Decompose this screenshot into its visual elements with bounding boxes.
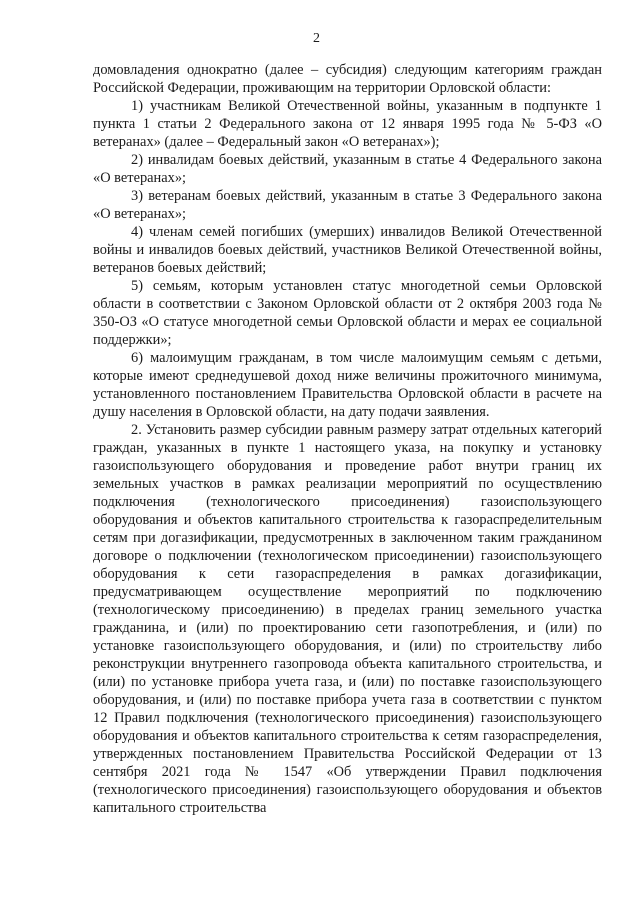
- list-item-2: 2) инвалидам боевых действий, указанным в статье 4 Федерального закона «О ветеранах»;: [93, 152, 602, 186]
- paragraph-intro: домовладения однократно (далее – субсидия) следующим категориям граждан Российской Федерации, проживающим на территории Орловской области:: [93, 62, 602, 96]
- list-item-5: 5) семьям, которым установлен статус многодетной семьи Орловской области в соответствии с Законом Орловской области от 2 октября 2003 года № 350-ОЗ «О статусе многодетной семьи Орловской области и мерах ее социальной поддержки»;: [93, 278, 602, 348]
- list-item-6: 6) малоимущим гражданам, в том числе малоимущим семьям с детьми, которые имеют среднедушевой доход ниже величины прожиточного минимума, установленного постановлением Правительства Орловской области в расчете на душу населения в Орловской области, на дату подачи заявления.: [93, 350, 602, 420]
- page-number: 2: [313, 31, 320, 46]
- list-item-4: 4) членам семей погибших (умерших) инвалидов Великой Отечественной войны и инвалидов боевых действий, участников Великой Отечественной войны, ветеранов боевых действий;: [93, 224, 602, 276]
- document-body: [93, 61, 602, 817]
- list-item-3: 3) ветеранам боевых действий, указанным в статье 3 Федерального закона «О ветеранах»;: [93, 188, 602, 222]
- list-item-1: 1) участникам Великой Отечественной войны, указанным в подпункте 1 пункта 1 статьи 2 Федерального закона от 12 января 1995 года № 5-ФЗ «О ветеранах» (далее – Федеральный закон «О ветеранах»);: [93, 98, 602, 150]
- paragraph-point-2: 2. Установить размер субсидии равным размеру затрат отдельных категорий граждан, указанных в пункте 1 настоящего указа, на покупку и установку газоиспользующего оборудования и проведение работ внутри границ их земельных участков в рамках реализации мероприятий по осуществлению подключения (технологического присоединения) газоиспользующего оборудования и объектов капитального строительства к газораспределительным сетям при догазификации, предусмотренных в заключенном таким гражданином договоре о подключении (технологическом присоединении) газоиспользующего оборудования к сети газораспределения в рамках догазификации, предусматривающем осуществление мероприятий по подключению (технологическому присоединению) в пределах границ земельного участка гражданина, и (или) по проектированию сети газопотребления, и (или) по установке газоиспользующего оборудования, и (или) по строительству либо реконструкции внутреннего газопровода объекта капитального строительства, и (или) по установке прибора учета газа, и (или) по поставке газоиспользующего оборудования, и (или) по поставке прибора учета газа в соответствии с пунктом 12 Правил подключения (технологического присоединения) газоиспользующего оборудования и объектов капитального строительства к сетям газораспределения, утвержденных постановлением Правительства Российской Федерации от 13 сентября 2021 года № 1547 «Об утверждении Правил подключения (технологического присоединения) газоиспользующего оборудования и объектов капитального строительства: [93, 422, 602, 816]
